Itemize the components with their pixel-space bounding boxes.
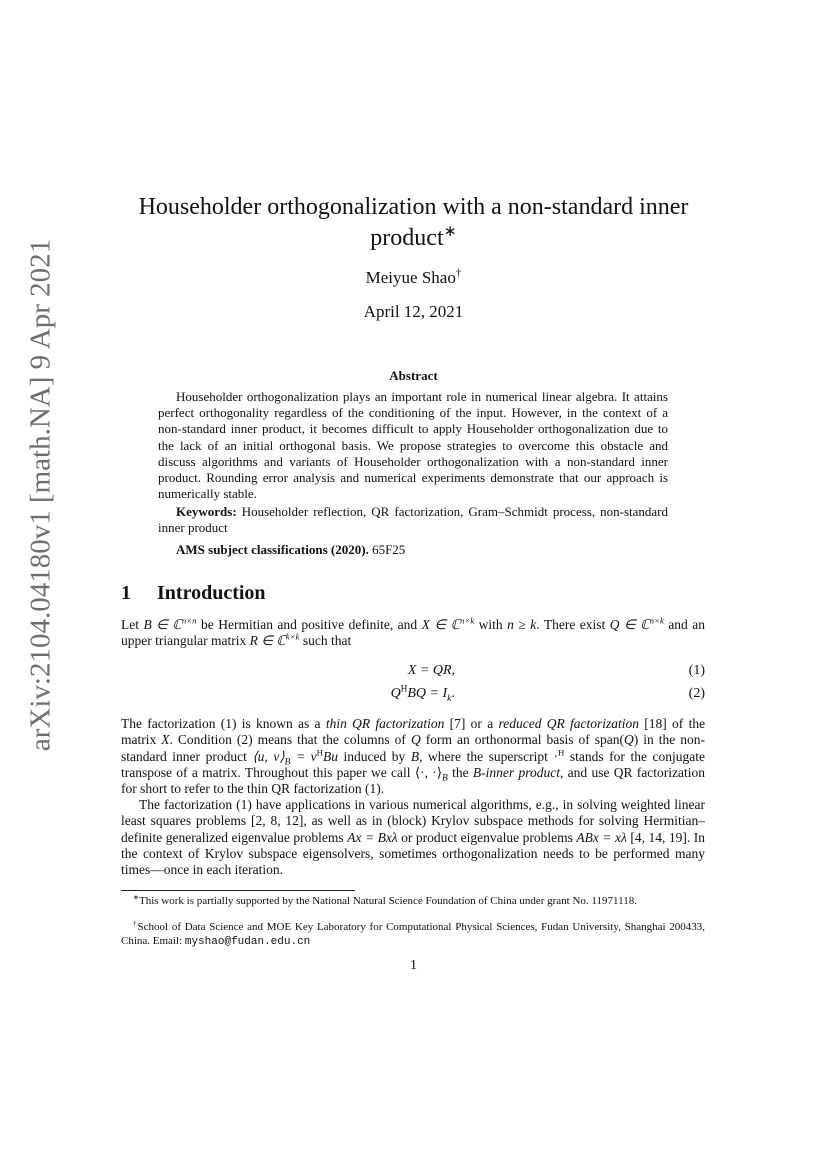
abstract-text: Householder orthogonalization plays an important role in numerical linear algebra. It attains perfect orthogonality regardless of the conditioning of the input. However, in the context of a non-standard inner product, it becomes difficult to apply Householder orthogonalization due to the lack of an initial orthogonal basis. We propose strategies to overcome this obstacle and discuss algorithms and variants of Householder orthogonalization with a non-standard inner product. Rounding error analysis and numerical experiments demonstrate that our approach is numerically stable. xyxy=(158,389,668,502)
author-footnote-mark: † xyxy=(455,267,462,280)
section-heading xyxy=(121,582,266,605)
author-name: Meiyue Shao xyxy=(365,268,456,287)
author-email: myshao@fudan.edu.cn xyxy=(184,935,311,948)
intro-paragraph-1: Let B ∈ ℂ$^{n\times n}$ be Hermitian and positive definite, and X ∈ ℂ$^{n\times k}$ with n ≥ k. There exist Q ∈ ℂ$^{n\times k}$ and an upper triangular matrix R ∈ ℂ$^{k\times k}$ such that xyxy=(121,615,706,649)
keywords-text: Householder reflection, QR factorization, Gram–Schmidt process, non-standard inner product xyxy=(158,504,668,536)
page-number: 1 xyxy=(410,958,417,973)
section-number: 1 xyxy=(121,582,131,604)
arxiv-id-text: arXiv:2104.04180v1 [math.NA] 9 Apr 2021 xyxy=(24,238,57,752)
footnote-affiliation: †School of Data Science and MOE Key Laboratory for Computational Physical Sciences, Fudan University, Shanghai 200433, China. Email: myshao@fudan.edu.cn xyxy=(121,919,705,948)
title-footnote-mark: ∗ xyxy=(443,223,457,240)
ams-classification xyxy=(176,542,405,558)
equation-2-number: (2) xyxy=(688,686,705,701)
ams-label: AMS subject classifications (2020). xyxy=(176,542,369,557)
author-line xyxy=(0,268,827,288)
ams-code: 65F25 xyxy=(372,542,406,557)
paper-title: Householder orthogonalization with a non-standard inner product∗ xyxy=(138,194,689,251)
equation-1-number: (1) xyxy=(688,663,705,678)
footnote-funding: ∗This work is partially supported by the National Natural Science Foundation of China under grant No. 11971118. xyxy=(133,893,637,907)
arxiv-identifier-stamp xyxy=(24,238,57,752)
keywords-label: Keywords: xyxy=(176,504,237,519)
section-title: Introduction xyxy=(157,582,266,604)
footnote-rule xyxy=(121,890,355,891)
equation-1-expression: X = QR, xyxy=(407,663,455,678)
intro-paragraph-2: The factorization (1) is known as a thin QR factorization [7] or a reduced QR factorization [18] of the matrix X. Condition (2) means that the columns of Q form an orthonormal basis of span(Q) in the non-standard inner product ⟨u, $v⟩_B = v^HBu$ induced by B, where the superscript ·$^H$ stands for the conjugate transpose of a matrix. Throughout this paper we call ⟨·, $\cdot⟩_B$ the B-inner product, and use QR factorization for short to refer to the thin QR factorization (1). xyxy=(121,716,706,797)
keywords xyxy=(158,504,668,536)
paper-date: April 12, 2021 xyxy=(363,302,464,321)
intro-paragraph-3: The factorization (1) have applications in various numerical algorithms, e.g., in solving weighted linear least squares problems [2, 8, 12], as well as in (block) Krylov subspace methods for solving Hermitian–definite generalized eigenvalue problems Ax = Bxλ or product eigenvalue problems ABx = xλ [4, 14, 19]. In the context of Krylov subspace eigensolvers, sometimes orthogonalization needs to be performed many times—once in each iteration. xyxy=(121,797,706,878)
abstract-heading: Abstract xyxy=(389,368,438,383)
equation-2-expression: $Q^HBQ = I_k$. xyxy=(390,683,455,704)
